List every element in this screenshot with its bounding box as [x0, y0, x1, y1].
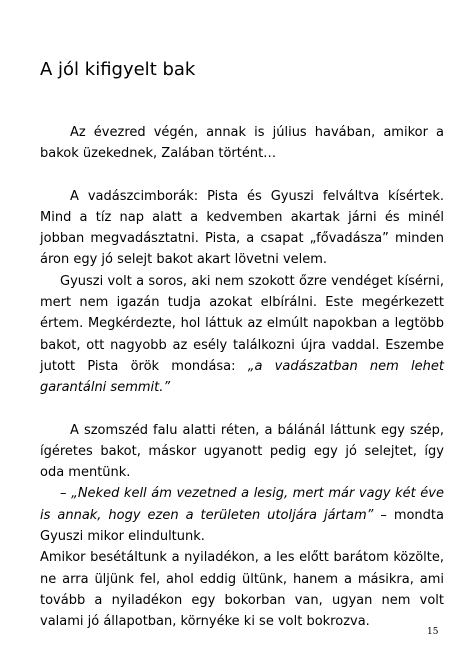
paragraph-4: A szomszéd falu alatti réten, a bálánál láttunk egy szép, ígéretes bakot, máskor ugyanott pedig egy jó selejtet, így oda mentünk. [40, 422, 444, 481]
dialogue-tag: – mondta Gyuszi mikor elindultunk. [40, 507, 444, 545]
dialogue-dash: – [60, 486, 72, 502]
paragraph-1: Az évezred végén, annak is július havában, amikor a bakok üzekednek, Zalában történt… [40, 125, 444, 162]
quote-pista: „a vadászatban nem lehet garantálni semmit.” [40, 358, 444, 396]
paragraph-6: Amikor besétáltunk a nyiladékon, a les előtt barátom közölte, ne arra üljünk fel, ahol eddig ültünk, hanem a másikra, ami tovább a nyiladékon egy bokorban van, ugyan nem volt valami jó állapotban, környéke ki se volt bokrozva. [40, 550, 444, 630]
paragraph-5 [40, 483, 444, 547]
chapter-title: A jól kifigyelt bak [40, 59, 196, 80]
paragraph-2: A vadászcimborák: Pista és Gyuszi felváltva kísértek. Mind a tíz nap alatt a kedvemben akartak járni és minél jobban megvadásztatni. Pista, a csapat „fővadásza” minden áron egy jó selejt bakot akart lövetni velem. [40, 188, 444, 268]
body-text [40, 122, 444, 633]
paragraph-3-text: Gyuszi volt a soros, aki nem szokott őzre vendéget kísérni, mert nem igazán tudja azokat elbírálni. Este megérkezett értem. Megkérdezte, hol láttuk az elmúlt napokban a legtöbb bakot, ott nagyobb az esély találkozni újra vaddal. Eszembe jutott Pista örök mondása: [40, 273, 444, 374]
paragraph-3 [40, 271, 444, 399]
quote-gyuszi: „Neked kell ám vezetned a lesig, mert már vagy két éve is annak, hogy ezen a területen utoljára jártam” [40, 486, 444, 523]
page-number: 15 [427, 627, 439, 637]
